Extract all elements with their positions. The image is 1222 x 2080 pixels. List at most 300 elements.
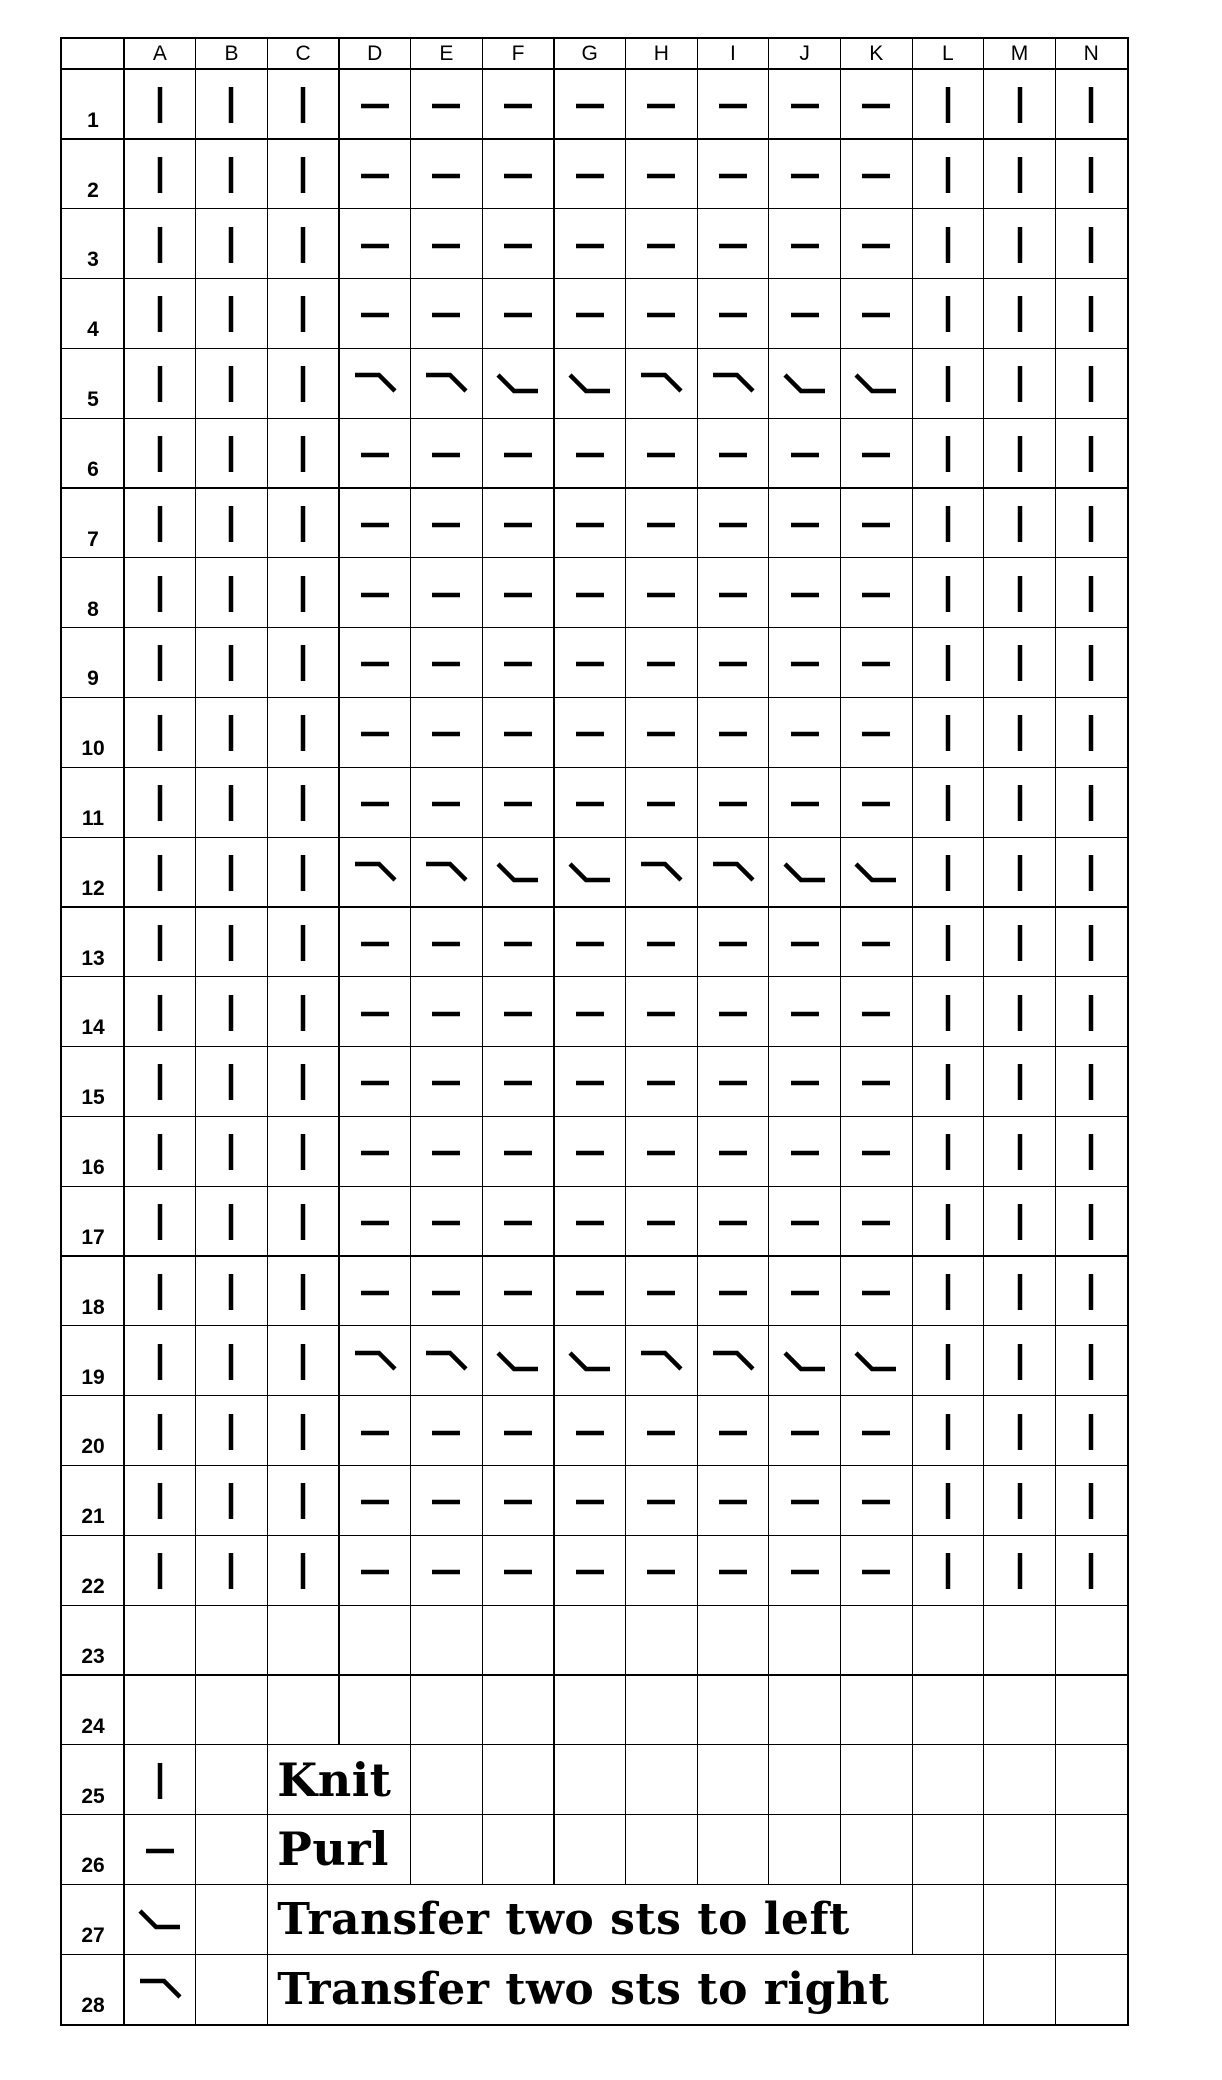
row-number-16: 16 [81,1156,105,1180]
column-header-j: J [799,42,810,65]
column-header-f: F [511,42,525,65]
grid-hline [62,1325,1127,1326]
purl-icon [411,767,483,837]
knit-icon [912,488,984,558]
purl-icon [339,1465,411,1535]
knit-icon [196,558,268,628]
knit-icon [984,418,1056,488]
purl-icon [554,278,626,348]
knit-icon [196,1326,268,1396]
purl-icon [840,209,912,279]
knit-icon [984,1396,1056,1466]
row-number-26: 26 [81,1854,105,1878]
purl-icon [554,558,626,628]
purl-icon [840,1256,912,1326]
purl-icon [626,1465,698,1535]
knit-icon [984,209,1056,279]
knit-icon [1055,209,1127,279]
purl-icon [411,488,483,558]
knit-icon [912,1396,984,1466]
purl-icon [840,1465,912,1535]
knit-icon [1055,1047,1127,1117]
purl-icon [339,1396,411,1466]
purl-icon [411,558,483,628]
knit-icon [984,139,1056,209]
grid-vline [1055,1815,1056,1885]
knit-icon [912,628,984,698]
purl-icon [554,488,626,558]
transfer-left-icon [769,348,841,418]
knit-icon [267,837,339,907]
grid-vline [338,39,339,1745]
grid-vline [267,39,268,1745]
purl-icon [840,1047,912,1117]
legend-label-26: Purl [277,1822,390,1877]
knit-icon [124,1535,196,1605]
purl-icon [482,907,554,977]
knit-icon [912,697,984,767]
purl-icon [482,278,554,348]
knit-icon [196,907,268,977]
knit-icon [267,1186,339,1256]
purl-icon [769,1465,841,1535]
transfer-right-icon [124,1954,196,2024]
knit-icon [196,488,268,558]
purl-icon [769,488,841,558]
row-number-11: 11 [81,807,105,831]
row-number-22: 22 [81,1575,105,1599]
purl-icon [482,628,554,698]
purl-icon [339,278,411,348]
grid-hline [62,348,1127,349]
purl-icon [554,628,626,698]
knit-icon [196,69,268,139]
purl-icon [339,1256,411,1326]
purl-icon [697,558,769,628]
knit-icon [196,278,268,348]
grid-vline [195,39,196,1745]
grid-vline [553,39,554,1745]
purl-icon [697,69,769,139]
transfer-right-icon [626,837,698,907]
knit-icon [912,348,984,418]
transfer-right-icon [697,837,769,907]
purl-icon [411,697,483,767]
knit-icon [267,418,339,488]
grid-vline [195,1954,196,2024]
knit-icon [196,1047,268,1117]
purl-icon [411,1465,483,1535]
grid-hline [62,697,1127,698]
knit-icon [1055,767,1127,837]
purl-icon [554,1535,626,1605]
row-number-14: 14 [81,1016,105,1040]
purl-icon [339,1116,411,1186]
grid-hline [62,1465,1127,1466]
purl-icon [339,418,411,488]
grid-vline [983,1745,984,1815]
purl-icon [554,977,626,1047]
grid-hline [62,557,1127,558]
row-number-25: 25 [81,1784,105,1808]
purl-icon [626,418,698,488]
purl-icon [840,139,912,209]
grid-vline [983,1954,984,2024]
purl-icon [769,628,841,698]
row-number-15: 15 [81,1086,105,1110]
grid-vline [267,1745,268,1815]
grid-hline [62,1605,1127,1606]
legend-label-25: Knit [277,1752,392,1807]
purl-icon [626,628,698,698]
knit-icon [124,488,196,558]
purl-icon [840,697,912,767]
knit-icon [984,1535,1056,1605]
column-header-h: H [653,42,669,65]
transfer-right-icon [339,1326,411,1396]
column-header-i: I [730,42,736,65]
purl-icon [840,1116,912,1186]
purl-icon [840,69,912,139]
knit-icon [124,1465,196,1535]
row-number-23: 23 [81,1644,105,1668]
purl-icon [482,209,554,279]
purl-icon [697,628,769,698]
grid-vline [553,1745,554,1815]
purl-icon [697,1535,769,1605]
grid-vline [840,39,841,1745]
purl-icon [769,418,841,488]
grid-vline [768,39,769,1745]
knit-icon [984,1326,1056,1396]
knit-icon [912,837,984,907]
purl-icon [482,139,554,209]
knit-icon [124,1186,196,1256]
knit-icon [1055,348,1127,418]
knit-icon [124,697,196,767]
purl-icon [339,1186,411,1256]
knit-icon [124,767,196,837]
purl-icon [339,1047,411,1117]
purl-icon [339,1535,411,1605]
purl-icon [697,1047,769,1117]
knit-icon [1055,697,1127,767]
grid-hline [62,1884,1127,1885]
knit-icon [1055,628,1127,698]
knit-icon [267,697,339,767]
transfer-left-icon [554,348,626,418]
purl-icon [840,1186,912,1256]
purl-icon [769,1186,841,1256]
purl-icon [769,1535,841,1605]
grid-hline [62,767,1127,768]
grid-hline [62,278,1127,279]
purl-icon [697,209,769,279]
purl-icon [840,977,912,1047]
knit-icon [267,628,339,698]
knit-icon [124,348,196,418]
row-number-10: 10 [81,737,105,761]
purl-icon [626,1256,698,1326]
purl-icon [411,907,483,977]
knit-icon [1055,1465,1127,1535]
knit-icon [124,907,196,977]
grid-vline [482,1745,483,1815]
knit-icon [196,1465,268,1535]
purl-icon [840,907,912,977]
knit-icon [912,139,984,209]
row-number-19: 19 [81,1365,105,1389]
purl-icon [697,767,769,837]
row-number-8: 8 [87,597,99,621]
purl-icon [840,278,912,348]
row-header-divider [123,39,125,2024]
knit-icon [267,209,339,279]
knit-icon [912,1465,984,1535]
purl-icon [626,558,698,628]
purl-icon [411,628,483,698]
knit-icon [1055,1186,1127,1256]
knit-icon [124,837,196,907]
knit-icon [912,1326,984,1396]
purl-icon [769,907,841,977]
purl-icon [482,697,554,767]
transfer-left-icon [840,837,912,907]
transfer-right-icon [411,837,483,907]
column-header-b: B [224,42,239,65]
grid-vline [625,1815,626,1885]
purl-icon [840,628,912,698]
grid-vline [1055,1745,1056,1815]
purl-icon [840,1396,912,1466]
knit-icon [124,278,196,348]
purl-icon [339,697,411,767]
knit-icon [912,69,984,139]
purl-icon [339,977,411,1047]
purl-icon [769,1047,841,1117]
grid-vline [267,1954,268,2024]
grid-vline [267,1815,268,1885]
grid-hline [62,418,1127,419]
transfer-left-icon [554,837,626,907]
grid-vline [410,1815,411,1885]
purl-icon [697,418,769,488]
purl-icon [482,1396,554,1466]
transfer-right-icon [697,1326,769,1396]
grid-vline [912,1884,913,1954]
knit-icon [984,1465,1056,1535]
purl-icon [554,1465,626,1535]
purl-icon [769,69,841,139]
purl-icon [626,767,698,837]
grid-vline [983,39,984,1745]
transfer-left-icon [840,348,912,418]
knit-icon [1055,1326,1127,1396]
column-header-n: N [1083,42,1099,65]
knit-icon [984,488,1056,558]
knit-icon [984,1047,1056,1117]
grid-hline [62,906,1127,907]
knit-icon [1055,1396,1127,1466]
grid-vline [768,1815,769,1885]
knit-icon [196,977,268,1047]
grid-vline [840,1745,841,1815]
row-number-4: 4 [87,318,99,342]
knit-icon [124,628,196,698]
transfer-left-icon [554,1326,626,1396]
knit-icon [267,1047,339,1117]
purl-icon [626,1186,698,1256]
purl-icon [626,697,698,767]
row-number-21: 21 [81,1505,105,1529]
purl-icon [411,1186,483,1256]
grid-vline [482,1815,483,1885]
grid-vline [1055,39,1056,1745]
knit-icon [984,1116,1056,1186]
transfer-right-icon [411,348,483,418]
purl-icon [769,1116,841,1186]
grid-vline [625,1745,626,1815]
purl-icon [482,1047,554,1117]
grid-hline [62,1744,1127,1745]
knit-icon [1055,558,1127,628]
purl-icon [482,1256,554,1326]
purl-icon [554,209,626,279]
purl-icon [411,69,483,139]
knit-icon [124,1256,196,1326]
purl-icon [411,209,483,279]
knit-icon [912,1535,984,1605]
purl-icon [626,1047,698,1117]
purl-icon [697,488,769,558]
knit-icon [267,1326,339,1396]
grid-hline [62,837,1127,838]
knit-icon [984,628,1056,698]
purl-icon [697,1116,769,1186]
grid-vline [195,1745,196,1815]
purl-icon [411,977,483,1047]
row-number-2: 2 [87,178,99,202]
purl-icon [554,907,626,977]
purl-icon [769,767,841,837]
purl-icon [769,977,841,1047]
purl-icon [626,488,698,558]
knit-icon [267,907,339,977]
purl-icon [554,1116,626,1186]
purl-icon [411,418,483,488]
purl-icon [482,767,554,837]
grid-vline [553,1815,554,1885]
purl-icon [697,907,769,977]
row-number-27: 27 [81,1924,105,1948]
purl-icon [482,558,554,628]
purl-icon [697,1256,769,1326]
column-header-m: M [1010,42,1029,65]
grid-vline [697,39,698,1745]
purl-icon [626,1116,698,1186]
purl-icon [482,1465,554,1535]
column-header-g: G [581,42,598,65]
column-header-a: A [152,42,167,65]
knit-icon [984,278,1056,348]
transfer-right-icon [339,837,411,907]
grid-vline [410,39,411,1745]
knit-icon [124,558,196,628]
purl-icon [124,1815,196,1885]
knit-icon [984,977,1056,1047]
row-number-24: 24 [81,1714,105,1738]
grid-hline [62,1046,1127,1047]
purl-icon [697,278,769,348]
purl-icon [411,139,483,209]
knit-icon [196,1535,268,1605]
grid-vline [625,39,626,1745]
knit-icon [1055,69,1127,139]
transfer-right-icon [411,1326,483,1396]
knit-icon [912,558,984,628]
knit-icon [124,977,196,1047]
row-number-13: 13 [81,946,105,970]
knit-icon [912,1116,984,1186]
grid-hline [62,627,1127,628]
row-number-5: 5 [87,388,99,412]
knit-icon [267,1535,339,1605]
purl-icon [840,558,912,628]
purl-icon [554,697,626,767]
knit-icon [196,628,268,698]
knit-icon [912,977,984,1047]
knit-icon [1055,139,1127,209]
knit-icon [267,278,339,348]
knit-icon [267,558,339,628]
purl-icon [840,1535,912,1605]
purl-icon [482,1186,554,1256]
purl-icon [339,69,411,139]
knit-icon [912,418,984,488]
purl-icon [769,139,841,209]
knit-icon [1055,418,1127,488]
purl-icon [482,1535,554,1605]
transfer-right-icon [626,1326,698,1396]
purl-icon [769,697,841,767]
grid-hline [62,1814,1127,1815]
purl-icon [769,1256,841,1326]
knit-icon [912,278,984,348]
grid-vline [912,1745,913,1815]
grid-hline [62,1395,1127,1396]
purl-icon [626,278,698,348]
purl-icon [411,1396,483,1466]
grid-vline [195,1815,196,1885]
knit-icon [984,697,1056,767]
transfer-right-icon [339,348,411,418]
purl-icon [482,488,554,558]
grid-vline [768,1745,769,1815]
purl-icon [697,139,769,209]
grid-hline [62,1255,1127,1256]
grid-hline [62,1954,1127,1955]
knit-icon [196,1186,268,1256]
transfer-left-icon [124,1884,196,1954]
knit-icon [196,139,268,209]
knit-icon [984,348,1056,418]
knit-icon [196,1116,268,1186]
transfer-left-icon [482,837,554,907]
knit-icon [196,209,268,279]
knit-icon [267,348,339,418]
knit-icon [267,1396,339,1466]
purl-icon [554,69,626,139]
